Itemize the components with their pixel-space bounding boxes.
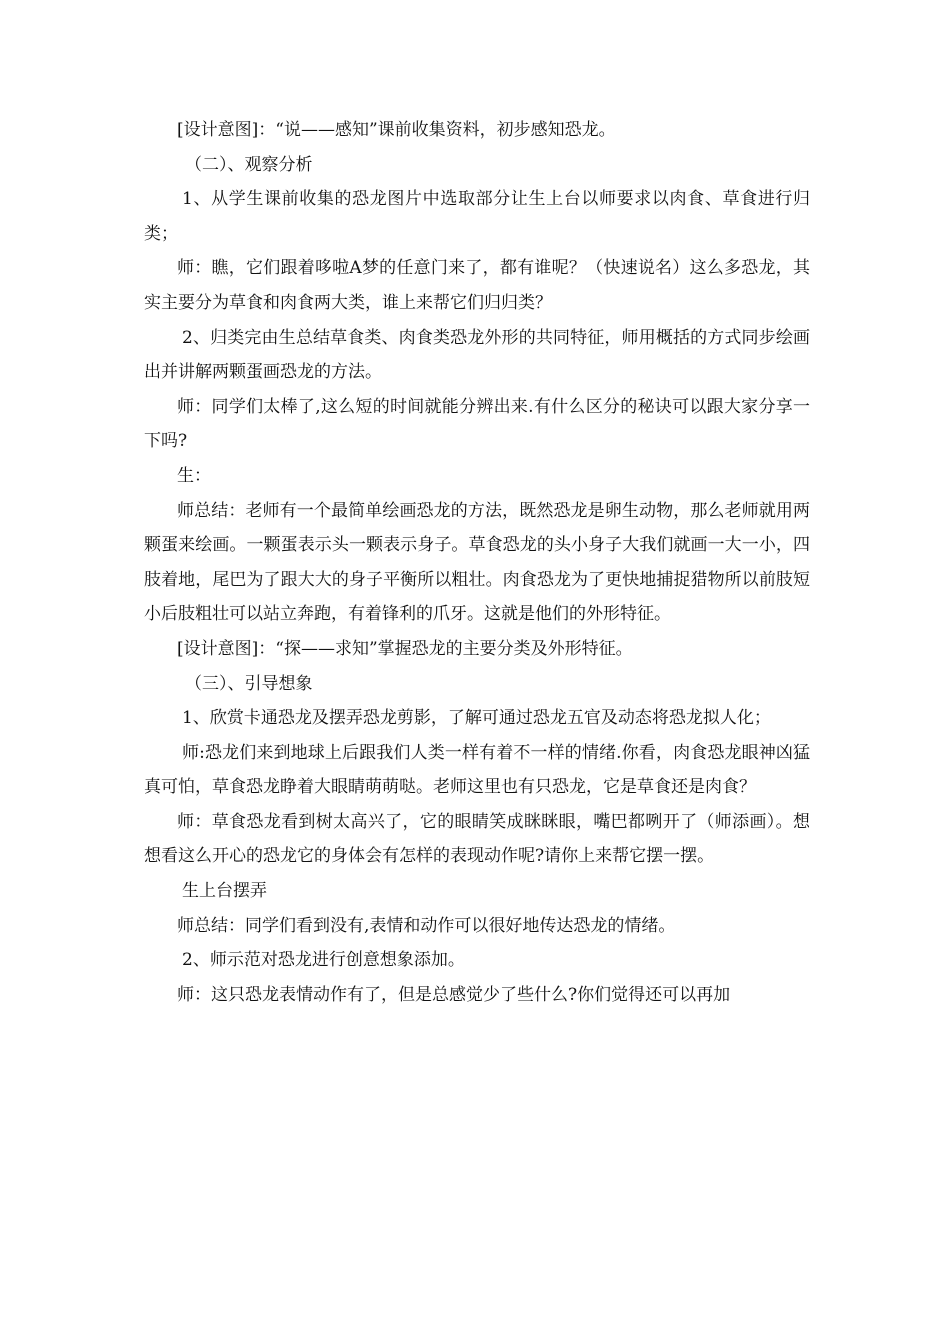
teacher-paragraph: 师：同学们太棒了,这么短的时间就能分辨出来.有什么区分的秘诀可以跟大家分享一下吗? [144,396,810,452]
student-paragraph: 生： [177,465,211,486]
student-activity-paragraph: 生上台摆弄 [182,881,267,902]
section-heading-guide-imagination: （三）、引导想象 [185,673,313,694]
design-intent-paragraph: [设计意图]：“探——求知”掌握恐龙的主要分类及外形特征。 [177,638,633,659]
teacher-paragraph: 师：这只恐龙表情动作有了，但是总感觉少了些什么?你们觉得还可以再加 [177,984,731,1005]
step-paragraph: 1、从学生课前收集的恐龙图片中选取部分让生上台以师要求以肉食、草食进行归类； [144,189,810,244]
teacher-summary-paragraph: 师总结：老师有一个最简单绘画恐龙的方法，既然恐龙是卵生动物，那么老师就用两颗蛋来绘画。一颗蛋表示头一颗表示身子。草食恐龙的头小身子大我们就画一大一小，四肢着地，尾巴为了跟大大的身子平衡所以粗壮。肉食恐龙为了更快地捕捉猎物所以前肢短小后肢粗壮可以站立奔跑，有着锋利的爪牙。这就是他们的外形特征。 [144,500,810,625]
document-body [144,113,810,1012]
teacher-paragraph: 师：瞧，它们跟着哆啦A梦的任意门来了，都有谁呢？（快速说名）这么多恐龙，其实主要分为草食和肉食两大类，谁上来帮它们归归类？ [144,258,810,313]
section-heading-observe-analyze: （二）、观察分析 [185,154,313,175]
teacher-paragraph: 师：草食恐龙看到树太高兴了，它的眼睛笑成眯眯眼，嘴巴都咧开了（师添画）。想想看这么开心的恐龙它的身体会有怎样的表现动作呢?请你上来帮它摆一摆。 [144,811,810,867]
step-paragraph: 2、师示范对恐龙进行创意想象添加。 [182,950,465,971]
teacher-summary-paragraph: 师总结：同学们看到没有,表情和动作可以很好地传达恐龙的情绪。 [177,915,676,936]
step-paragraph: 2、归类完由生总结草食类、肉食类恐龙外形的共同特征，师用概括的方式同步绘画出并讲解两颗蛋画恐龙的方法。 [144,327,810,383]
design-intent-paragraph: [设计意图]：“说——感知”课前收集资料，初步感知恐龙。 [177,120,616,140]
step-paragraph: 1、欣赏卡通恐龙及摆弄恐龙剪影，了解可通过恐龙五官及动态将恐龙拟人化； [182,708,771,729]
teacher-paragraph: 师:恐龙们来到地球上后跟我们人类一样有着不一样的情绪.你看，肉食恐龙眼神凶猛真可怕，草食恐龙睁着大眼睛萌萌哒。老师这里也有只恐龙，它是草食还是肉食？ [144,742,810,798]
